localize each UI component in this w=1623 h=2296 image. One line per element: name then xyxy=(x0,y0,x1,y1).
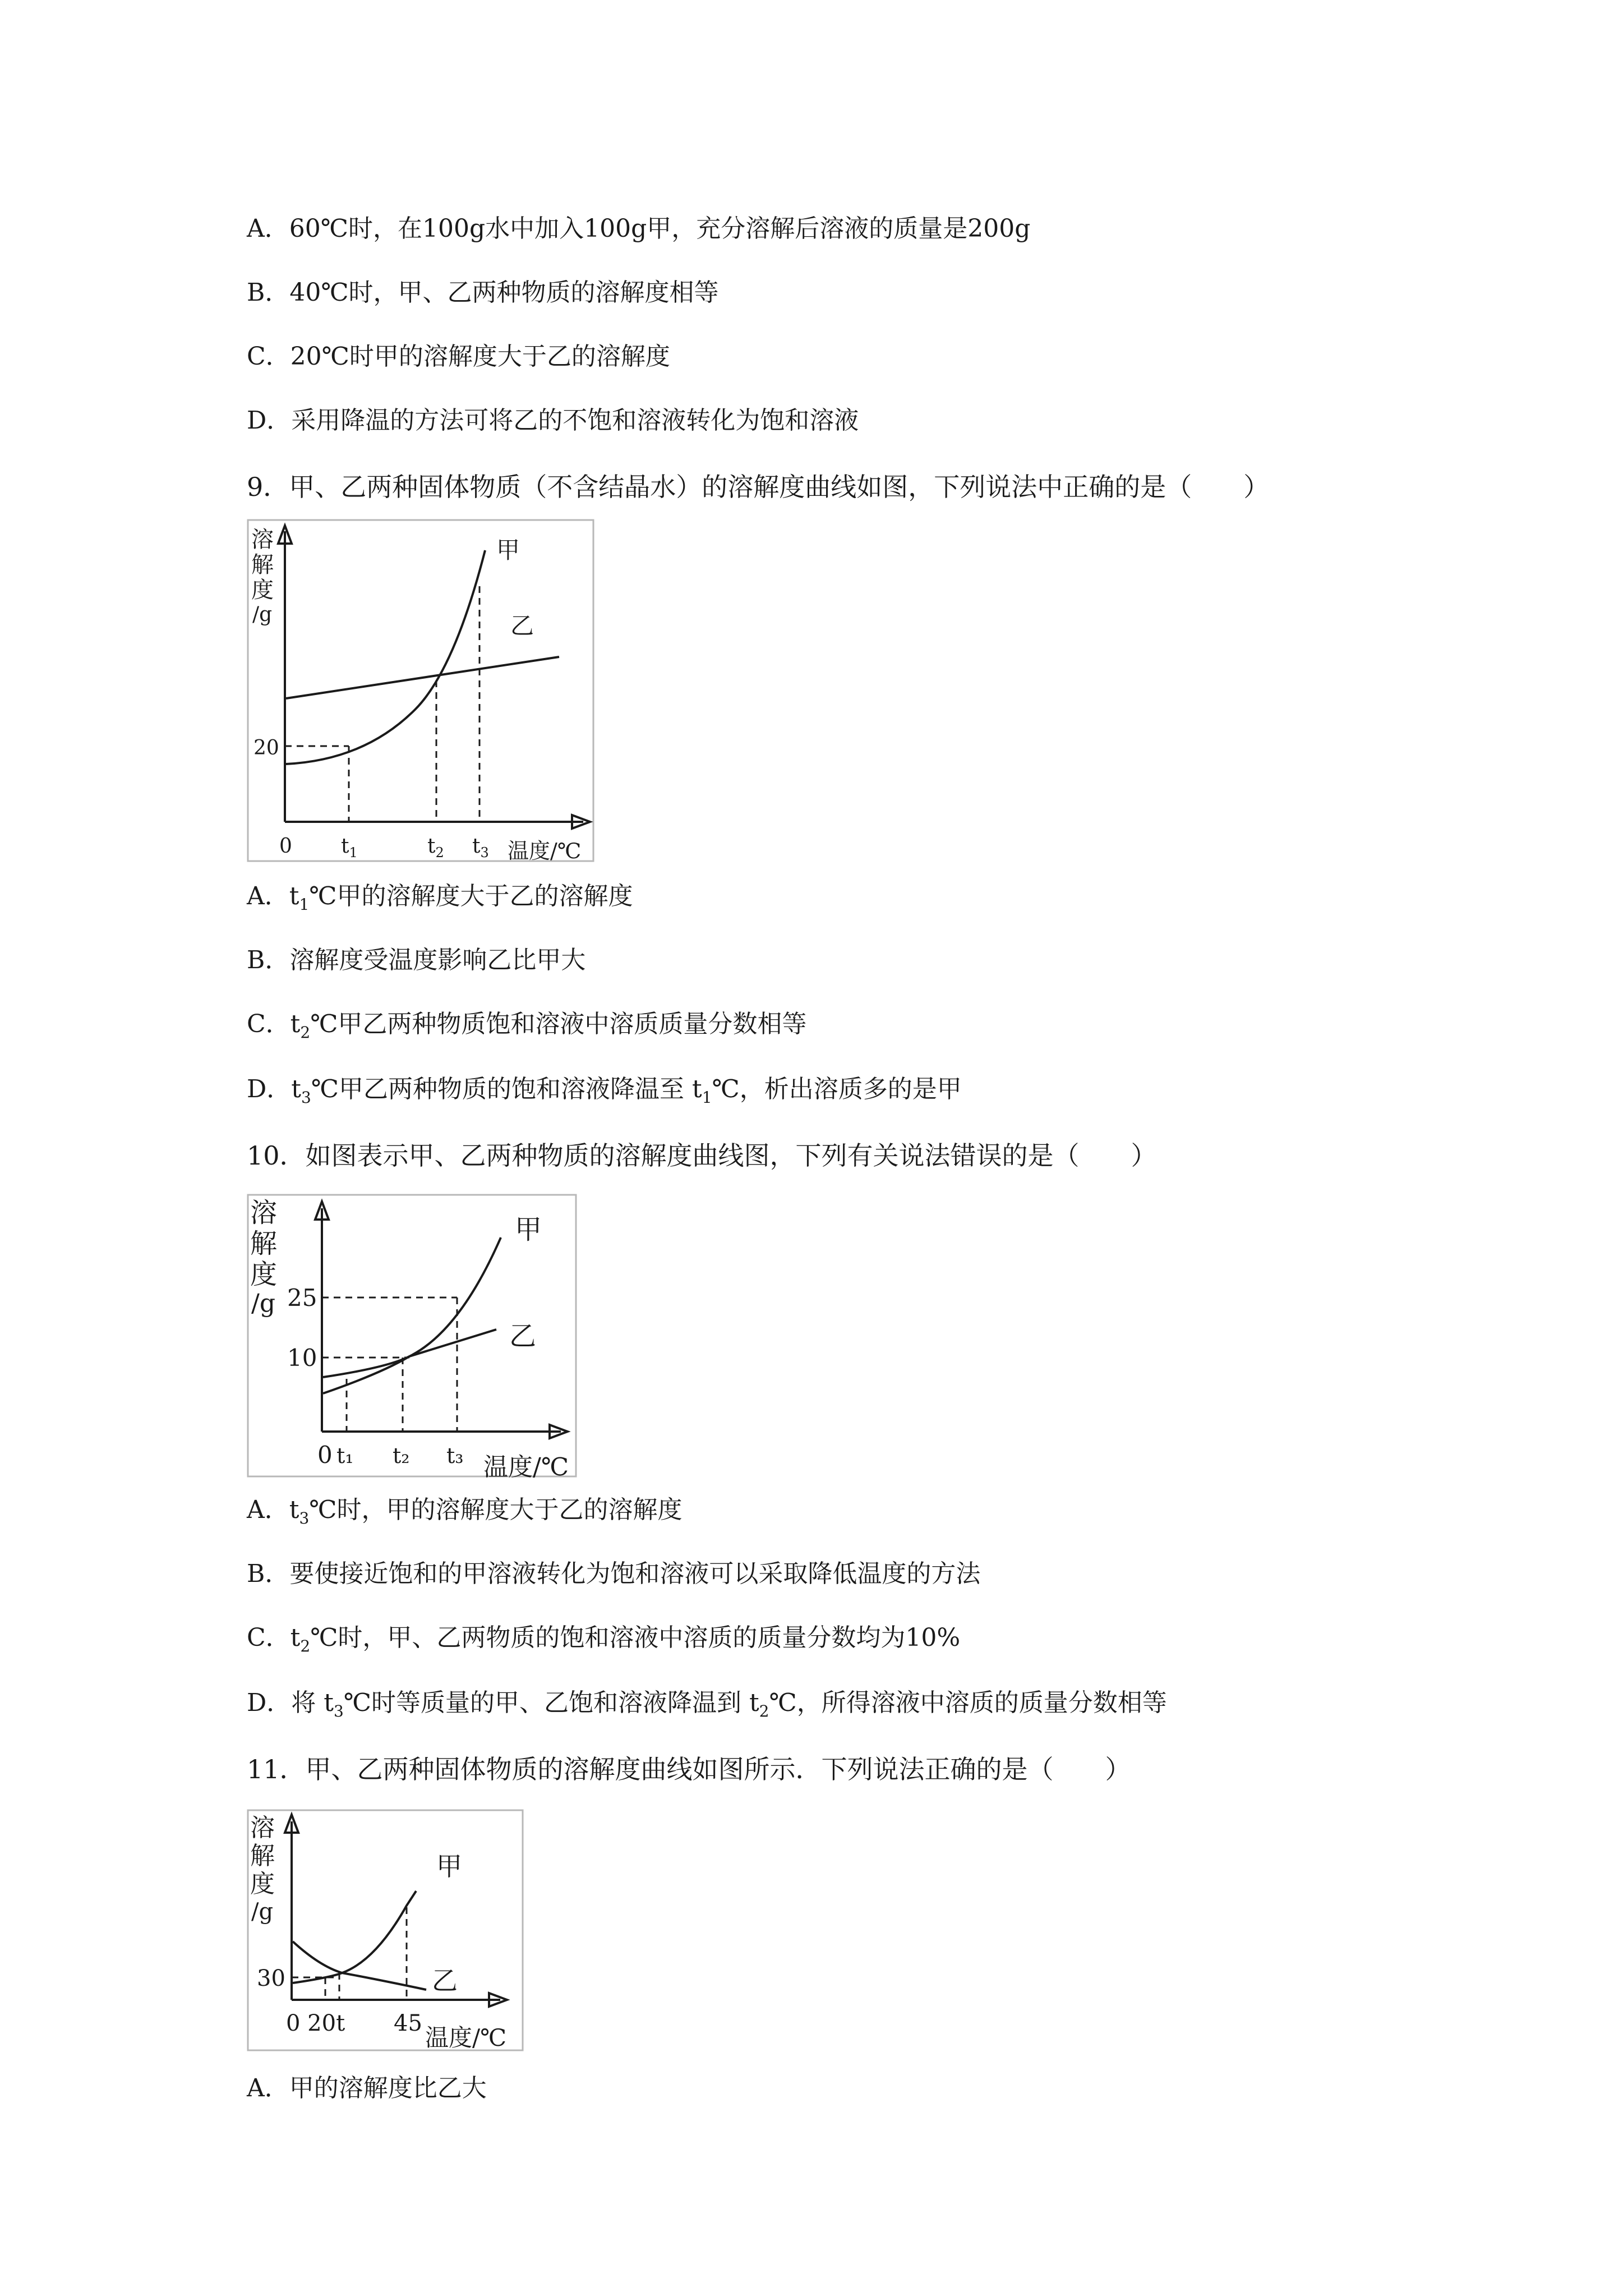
ylabel-char-1: 溶 xyxy=(251,527,274,553)
x-axis-label: 温度/℃ xyxy=(483,1453,569,1481)
ylabel-char-4: /g xyxy=(252,603,273,626)
ylabel-char-4: /g xyxy=(251,1899,274,1925)
ylabel-char-2: 解 xyxy=(251,552,274,578)
q9-option-b: B．溶解度受温度影响乙比甲大 xyxy=(247,946,586,974)
ylabel-char-2: 解 xyxy=(250,1228,278,1259)
q10-option-b: B．要使接近饱和的甲溶液转化为饱和溶液可以采取降低温度的方法 xyxy=(247,1559,981,1588)
x-axis-label: 温度/℃ xyxy=(425,2024,507,2051)
x-origin: 0 xyxy=(317,1441,333,1469)
ylabel-char-4: /g xyxy=(251,1289,275,1318)
q11-stem: 11．甲、乙两种固体物质的溶解度曲线如图所示．下列说法正确的是（ ） xyxy=(247,1754,1131,1784)
x-ticks-left: 0 20t xyxy=(286,2010,345,2036)
q10-option-a: A．$t_3℃$时，甲的溶解度大于乙的溶解度 xyxy=(247,1496,683,1527)
ylabel-char-3: 度 xyxy=(250,1870,275,1898)
q11-option-a: A．甲的溶解度比乙大 xyxy=(247,2074,487,2102)
ylabel-char-2: 解 xyxy=(250,1842,275,1870)
curve-yi xyxy=(323,1329,496,1377)
x-tick-45: 45 xyxy=(394,2010,422,2036)
y-tick-10: 10 xyxy=(287,1344,317,1372)
ylabel-char-3: 度 xyxy=(251,577,274,603)
q11-solubility-figure xyxy=(247,1809,527,2056)
q8-option-b: B．40℃时，甲、乙两种物质的溶解度相等 xyxy=(247,278,719,307)
series-label-yi: 乙 xyxy=(432,1966,458,1996)
x-tick-t1: t₁ xyxy=(336,1443,354,1468)
x-origin: 0 xyxy=(279,835,292,858)
q10-stem: 10．如图表示甲、乙两种物质的溶解度曲线图，下列有关说法错误的是（ ） xyxy=(247,1140,1157,1171)
curve-jia xyxy=(323,1237,501,1393)
q9-stem: 9．甲、乙两种固体物质（不含结晶水）的溶解度曲线如图，下列说法中正确的是（ ） xyxy=(247,472,1270,502)
series-label-jia: 甲 xyxy=(436,1851,462,1881)
q8-option-d: D．采用降温的方法可将乙的不饱和溶液转化为饱和溶液 xyxy=(247,406,859,435)
x-tick-t2: t₂ xyxy=(393,1443,410,1468)
q10-option-d: D．将 $t_3℃$时等质量的甲、乙饱和溶液降温到 $t_2℃$，所得溶液中溶质的质量分数相等 xyxy=(247,1688,1167,1720)
x-axis-label: 温度/℃ xyxy=(508,839,582,863)
q9-option-d: D．$t_3℃$甲乙两种物质的饱和溶液降温至 $t_1℃$，析出溶质多的是甲 xyxy=(247,1075,962,1107)
curve-yi xyxy=(286,657,559,698)
x-tick-t2: $t_2$ xyxy=(427,835,444,861)
q9-option-c: C．$t_2℃$甲乙两种物质饱和溶液中溶质质量分数相等 xyxy=(247,1010,807,1042)
curve-jia xyxy=(286,550,485,764)
ylabel-char-1: 溶 xyxy=(250,1197,278,1228)
q9-solubility-figure xyxy=(247,519,606,869)
q10-solubility-figure xyxy=(247,1194,583,1485)
x-tick-t3: $t_3$ xyxy=(472,835,489,861)
ylabel-char-1: 溶 xyxy=(250,1814,275,1842)
q8-option-a: A．60℃时，在100g水中加入100g甲，充分溶解后溶液的质量是200g xyxy=(247,214,1031,243)
q8-option-c: C．20℃时甲的溶解度大于乙的溶解度 xyxy=(247,342,670,371)
y-tick-20: 20 xyxy=(253,737,279,760)
x-tick-t1: $t_1$ xyxy=(341,835,358,861)
y-tick-30: 30 xyxy=(257,1966,285,1991)
x-tick-t3: t₃ xyxy=(446,1443,464,1468)
series-label-jia: 甲 xyxy=(496,536,520,564)
figure-frame xyxy=(248,520,593,861)
y-tick-25: 25 xyxy=(287,1284,317,1312)
curve-jia xyxy=(293,1891,416,1983)
q9-option-a: A．$t_1℃$甲的溶解度大于乙的溶解度 xyxy=(247,882,633,914)
q10-option-c: C．$t_2℃$时，甲、乙两物质的饱和溶液中溶质的质量分数均为10% xyxy=(247,1623,961,1655)
series-label-yi: 乙 xyxy=(509,1320,537,1352)
ylabel-char-3: 度 xyxy=(250,1259,278,1290)
series-label-yi: 乙 xyxy=(510,612,534,639)
series-label-jia: 甲 xyxy=(515,1214,542,1245)
